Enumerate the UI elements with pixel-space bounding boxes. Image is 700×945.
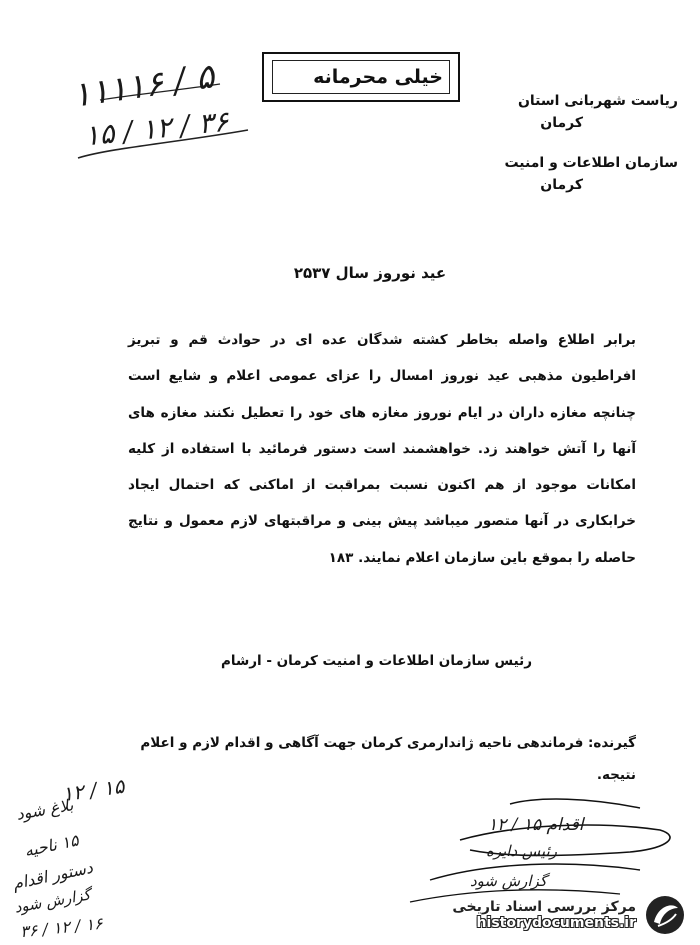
- watermark-text: مرکز بررسی اسناد تاریخی: [452, 899, 636, 915]
- watermark-logo-icon: [644, 894, 686, 936]
- handwritten-date: ۱۵ / ۱۲ / ۳۶: [82, 104, 231, 153]
- watermark-text-block: [452, 899, 636, 931]
- signature-line: رئیس سازمان اطلاعات و امنیت کرمان - ارشام: [221, 653, 532, 669]
- handwritten-note-bottom-left-1: ۱۵ / ۱۲: [60, 773, 126, 807]
- handwritten-note-bottom-left-2: بلاغ شود: [14, 795, 75, 824]
- sender-line-1: سازمان اطلاعات و امنیت: [504, 155, 678, 171]
- handwritten-note-bottom-right-1: اقدام ۱۵ / ۱۲: [488, 815, 584, 835]
- handwritten-note-bottom-left-4: دستور اقدام: [10, 857, 95, 894]
- sender-line-2: کرمان: [540, 177, 583, 193]
- sender-block: [458, 152, 678, 196]
- recipient-block: [116, 727, 636, 791]
- classification-stamp: [262, 52, 460, 102]
- watermark: [426, 893, 686, 937]
- handwritten-note-bottom-left-3: ۱۵ ناحیه: [22, 830, 81, 861]
- watermark-url: historydocuments.ir: [476, 915, 636, 931]
- classification-text: خیلی محرمانه: [313, 66, 443, 88]
- addressee-line-2: کرمان: [540, 115, 583, 131]
- handwritten-note-bottom-left-6: ۱۶ / ۱۲ / ۳۶: [19, 913, 104, 942]
- letter-body: برابر اطلاع واصله بخاطر کشته شدگان عده ای در حوادث قم و تبریز افراطیون مذهبی عید نوروز امسال را عزای عمومی اعلام و شایع است چنانچه مغازه داران در ایام نوروز مغازه های خود را تعطیل نکنند مغازه های آنها را آتش خواهند زد. خواهشمند است دستور فرمائید با استفاده از کلیه امکانات موجود از هم اکنون نسبت بمراقبت از اماکنی که احتمال ایجاد خرابکاری در آنها متصور میباشد پیش بینی و مراقبتهای لازم معمول و نتایج حاصله را بموقع باین سازمان اعلام نمایند. ۱۸۳: [128, 332, 636, 566]
- handwritten-note-bottom-right-3: گزارش شود: [470, 872, 547, 890]
- handwritten-note-bottom-left-5: گزارش شود: [13, 885, 92, 917]
- addressee-block: [458, 90, 678, 134]
- handwritten-note-bottom-right-2: رئیس دایره: [486, 842, 557, 860]
- addressee-line-1: ریاست شهربانی استان: [517, 93, 678, 109]
- recipient-line-2: نتیجه.: [596, 767, 636, 783]
- handwritten-ref-number: ۱۱۱۱۶ / ۵: [69, 56, 217, 116]
- recipient-line-1: گیرنده: فرماندهی ناحیه ژاندارمری کرمان جهت آگاهی و اقدام لازم و اعلام: [140, 735, 636, 751]
- subject-line: عید نوروز سال ۲۵۳۷: [293, 264, 447, 282]
